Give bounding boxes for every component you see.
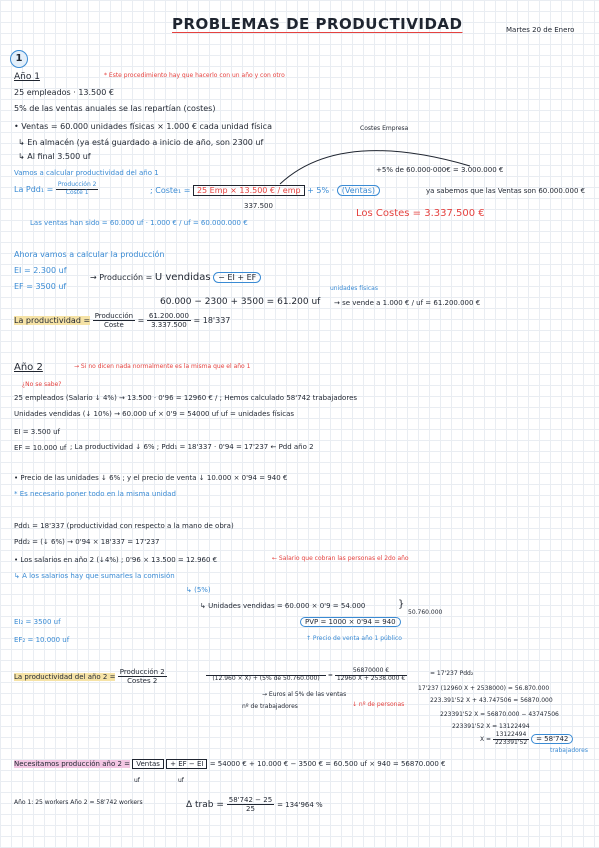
pvp-value: PVP = 1000 × 0'94 = 940 [300, 617, 401, 627]
bottom-ef-ei: + EF − EI [166, 759, 207, 769]
pdd1-label: La Pdd₁ = [14, 184, 54, 194]
ventas-percent-line: 5% de las ventas anuales se las repartían (costes) [14, 104, 216, 113]
costes1-plus: + 5% · [307, 186, 335, 195]
prod-fraction [93, 312, 135, 329]
procedure-note: * Este procedimiento hay que hacerlo con un año y con otro [104, 72, 285, 79]
prod-label: La productividad = [14, 316, 91, 326]
pdd2-line: Pdd₂ = (↓ 6%) → 0'94 × 18'337 = 17'237 [14, 538, 160, 546]
prod2-den2: (12.960 × X) + (5% de 50.760.000) [212, 674, 320, 682]
precio-venta-note: ↑ Precio de venta año 1 público [306, 635, 402, 642]
salarios-line: • Los salarios en año 2 (↓4%) ; 0'96 × 13.500 = 12.960 € [14, 556, 218, 564]
costes1-row [150, 186, 380, 195]
uvendidas-label: U vendidas [154, 272, 211, 283]
sabemos-note: ya sabemos que las Ventas son 60.000.000 € [426, 187, 586, 195]
ef-value: EF = 3500 uf [14, 282, 67, 291]
sum1: 17'237 (12960 X + 2538000) = 56.870.000 [418, 685, 550, 692]
almacen-line: ↳ En almacén (ya está guardado a inicio de año, son 2300 uf [18, 138, 264, 147]
ef2-line: EF = 10.000 uf [14, 444, 67, 452]
prod2-row [14, 668, 167, 685]
prod-result: = 18'337 [193, 316, 231, 326]
prod2-big-fraction: (12.960 × X) + (5% de 50.760.000) = $\frac{56870000 €}{12960 X + 2538.000 €}$ [206, 668, 407, 683]
ef-ei-bubble: − EI + EF [213, 272, 261, 283]
brace-icon: } [398, 599, 405, 610]
ventas-note: Las ventas han sido = 60.000 uf · 1.000 € / uf = 60.000.000 € [30, 219, 248, 227]
pdd1-fraction [56, 182, 99, 197]
delta-fraction [227, 796, 274, 813]
year2-note: → Si no dicen nada normalmente es la misma que el año 1 [74, 363, 251, 370]
costes1-box: 25 Emp × 13.500 € / emp [193, 185, 305, 196]
costes1-prefix: ; Coste₁ = [150, 186, 191, 195]
sub-337: 337.500 [244, 202, 273, 210]
delta-num: 58'742 − 25 [228, 796, 273, 804]
x-fraction [493, 732, 529, 747]
ventas-bubble: (Ventas) [337, 185, 380, 196]
costes-result: Los Costes = 3.337.500 € [356, 208, 485, 219]
x-den: 223391'52 [494, 738, 528, 746]
prod-val-num: 61.200.000 [148, 312, 189, 320]
delta-row [186, 796, 323, 813]
ann-euros: → Euros al 5% de las ventas [262, 691, 347, 698]
sumarles-line: ↳ A los salarios hay que sumarles la comisión [14, 572, 175, 580]
ventas-line: • Ventas = 60.000 unidades físicas × 1.000 € cada unidad física [14, 122, 272, 131]
prod2-frac-a [206, 668, 326, 683]
sum4: 223391'52 X = 13122494 [452, 723, 530, 730]
nose-note: ¿No se sabe? [22, 381, 62, 388]
pvp-line [300, 618, 401, 626]
year1-heading: Año 1 [14, 72, 40, 82]
x-row: X = $\frac{13122494}{223391'52}$ = 58'742 [480, 732, 573, 747]
section-number-badge: 1 [10, 50, 28, 68]
x-result: = 58'742 [531, 734, 573, 744]
costes-arc [270, 125, 480, 188]
x-num: 13122494 [493, 732, 529, 740]
delta-result: = 134'964 % [277, 801, 323, 810]
pdd1-row [14, 182, 98, 197]
brace-total: 50.760.000 [408, 609, 443, 616]
unidades-fisicas-note: unidades físicas [330, 285, 378, 292]
prod2-num2: 56870000 € [335, 668, 407, 676]
prod2-den3: 12960 X + 2538.000 € [336, 674, 406, 682]
delta-den: 25 [246, 805, 255, 814]
costes-empresa-label: Costes Empresa [360, 125, 409, 132]
date-label: Martes 20 de Enero [506, 26, 575, 34]
five-percent: ↳ (5%) [186, 586, 211, 594]
prod2-label: La productividad del año 2 = [14, 672, 116, 681]
ann-personas: ↓ nº de personas [352, 701, 405, 708]
pdd1-num: Producción 2 [57, 181, 97, 188]
prod2-frac-b [335, 668, 407, 683]
pdd1-den: Coste 1 [65, 188, 89, 196]
bottom-calc: = 54000 € + 10.000 € − 3500 € = 60.500 uf × 940 = 56870.000 € [209, 760, 446, 768]
bottom-label: Necesitamos producción año 2 = [14, 760, 130, 768]
production-calc: 60.000 − 2300 + 3500 = 61.200 uf [160, 297, 321, 307]
pdd2-eq: = 17'237 Pdd₂ [430, 670, 474, 677]
year2-heading: Año 2 [14, 362, 43, 373]
bottom-uf-2: uf [178, 777, 184, 784]
prod-den: Coste [103, 321, 124, 330]
prod-value-fraction [147, 312, 191, 329]
calc-title: Vamos a calcular productividad del año 1 [14, 169, 159, 177]
page-title: PROBLEMAS DE PRODUCTIVIDAD [172, 15, 463, 33]
salario-note: ← Salario que cobran las personas el 2do año [272, 555, 409, 562]
production-arrow: → Producción = [90, 273, 153, 282]
pdd1-line: Pdd₁ = 18'337 (productividad con respecto a la mano de obra) [14, 522, 234, 530]
prod2-den: Costes 2 [127, 677, 158, 686]
ann-trabajadores: nº de trabajadores [242, 703, 298, 710]
bottom-uf-1: uf [134, 777, 140, 784]
prod-down-line: ; La productividad ↓ 6% ; Pdd₁ = 18'337 · 0'94 = 17'237 ← Pdd año 2 [70, 443, 314, 451]
unidades2-line: Unidades vendidas (↓ 10%) → 60.000 uf × 0'9 = 54000 uf uf = unidades físicas [14, 410, 295, 418]
bottom-row [14, 760, 446, 768]
ei2-line: EI = 3.500 uf [14, 428, 60, 436]
productividad-row: La productividad = $\frac{\text{Producción}}{\text{Coste}}$ = $\frac{61.200.000}{3.337.500}$ = 18'337 [14, 312, 231, 330]
production-formula [90, 272, 261, 284]
prod2-fraction [118, 668, 167, 685]
bottom-ventas: Ventas [132, 759, 164, 769]
final-line: ↳ Al final 3.500 uf [18, 152, 91, 161]
delta-label: Δ trab = [186, 800, 224, 811]
necesario-line: * Es necesario poner todo en la misma unidad [14, 490, 176, 498]
prod-num: Producción [94, 312, 134, 320]
precio-line: • Precio de las unidades ↓ 6% ; y el precio de venta ↓ 10.000 × 0'94 = 940 € [14, 474, 288, 482]
x-unit: trabajadores [550, 747, 588, 754]
plus5-line: +5% de 60.000·000€ = 3.000.000 € [376, 166, 504, 174]
final-workers: Año 1: 25 workers Año 2 = 58'742 workers [14, 799, 143, 806]
prod-val-den: 3.337.500 [151, 321, 187, 330]
production-sells: → se vende a 1.000 € / uf = 61.200.000 € [334, 299, 481, 307]
sum2: 223.391'52 X + 43.747506 = 56870.000 [430, 697, 553, 704]
empleados-line: 25 empleados · 13.500 € [14, 88, 114, 97]
unidades-vendidas-line: ↳ Unidades vendidas = 60.000 × 0'9 = 54.000 [200, 602, 366, 610]
prod2-num: Producción 2 [119, 668, 165, 676]
ei-value: EI = 2.300 uf [14, 266, 67, 275]
ei2b-line: EI₂ = 3500 uf [14, 618, 61, 626]
sum3: 223391'52 X = 56870.000 − 43747506 [440, 711, 559, 718]
production-title: Ahora vamos a calcular la producción [14, 250, 165, 259]
empleados2-line: 25 empleados (Salario ↓ 4%) → 13.500 · 0'96 = 12960 € / ; Hemos calculado 58'742 trabajadores [14, 394, 358, 402]
ef2b-line: EF₂ = 10.000 uf [14, 636, 70, 644]
